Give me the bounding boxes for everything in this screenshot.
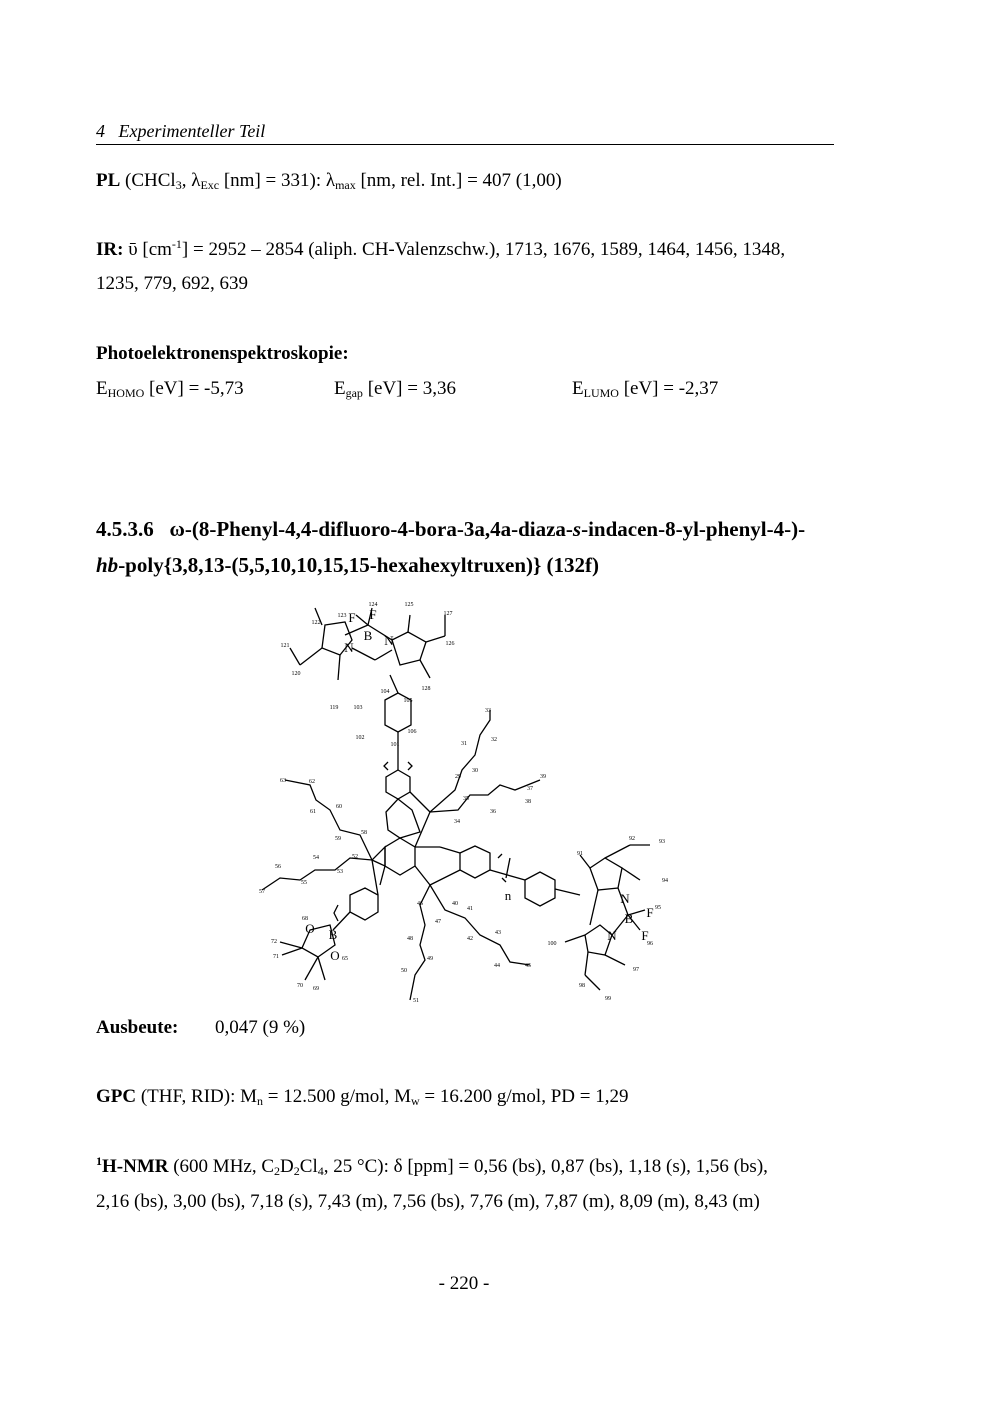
ir-line-1: IR: ῡ $[cm^{-1}] = 2952 - 2854$ (aliph. CH-Valenzschw.), 1713, 1676, 1589, 1464, 1456, 1348, (96, 237, 786, 260)
svg-text:101: 101 (390, 742, 400, 748)
running-header (96, 120, 834, 145)
svg-text:97: 97 (633, 967, 639, 973)
svg-text:63: 63 (280, 778, 286, 784)
top-ring (386, 770, 410, 799)
svg-text:119: 119 (329, 705, 339, 711)
svg-text:124: 124 (368, 602, 378, 608)
atom-N-right-lower: N (607, 928, 617, 943)
left-ring (350, 888, 378, 920)
svg-text:92: 92 (629, 836, 635, 842)
svg-text:68: 68 (302, 916, 308, 922)
svg-text:41: 41 (467, 906, 473, 912)
svg-text:52: 52 (352, 854, 358, 860)
svg-text:45: 45 (525, 963, 531, 969)
svg-text:120: 120 (291, 671, 301, 677)
svg-text:54: 54 (313, 855, 319, 861)
svg-text:95: 95 (655, 905, 661, 911)
atom-B-top: B (363, 628, 373, 643)
svg-text:65: 65 (342, 956, 348, 962)
svg-text:93: 93 (659, 839, 665, 845)
svg-text:61: 61 (310, 809, 316, 815)
svg-text:57: 57 (259, 889, 265, 895)
svg-text:48: 48 (407, 936, 413, 942)
svg-text:40: 40 (452, 901, 458, 907)
svg-text:128: 128 (421, 686, 431, 692)
svg-text:70: 70 (297, 983, 303, 989)
yield-label: Ausbeute: (96, 1017, 179, 1038)
svg-text:59: 59 (335, 836, 341, 842)
svg-text:47: 47 (435, 919, 441, 925)
atom-N-right-upper: N (620, 891, 630, 906)
pes-heading: Photoelektronenspektroskopie: (96, 343, 349, 364)
central-ring (385, 838, 415, 875)
yield-value: 0,047 (9 %) (215, 1017, 306, 1038)
chemical-structure-figure (259, 598, 680, 1010)
svg-text:96: 96 (647, 941, 653, 947)
svg-text:50: 50 (401, 968, 407, 974)
svg-text:35: 35 (463, 796, 469, 802)
phenyl-right (525, 872, 555, 906)
svg-text:123: 123 (337, 613, 347, 619)
svg-text:106: 106 (407, 729, 417, 735)
svg-text:36: 36 (490, 809, 496, 815)
right-ring (460, 846, 490, 878)
pl-line: PL (CHCl$_3$, $\lambda_{Exc}$ [nm] = 331): $\lambda_{max}$ [nm, rel. Int.] = 407 (1,00) (96, 170, 562, 192)
atom-B-pinacol: B (328, 927, 338, 942)
svg-text:127: 127 (443, 611, 453, 617)
svg-text:39: 39 (540, 774, 546, 780)
svg-text:49: 49 (427, 956, 433, 962)
page-number: - 220 - (438, 1273, 490, 1294)
svg-text:105: 105 (403, 698, 413, 704)
svg-text:98: 98 (579, 983, 585, 989)
svg-text:44: 44 (494, 963, 500, 969)
svg-text:29: 29 (455, 774, 461, 780)
svg-text:46: 46 (417, 901, 423, 907)
svg-text:33: 33 (485, 708, 491, 714)
nmr-line-2: 2,16 (bs), 3,00 (bs), 7,18 (s), 7,43 (m), 7,56 (bs), 7,76 (m), 7,87 (m), 8,09 (m), 8,43 (m) (96, 1191, 760, 1212)
svg-text:91: 91 (577, 851, 583, 857)
svg-text:94: 94 (662, 878, 668, 884)
bodipy-right-upper-ring (590, 858, 622, 890)
svg-text:37: 37 (527, 786, 533, 792)
repeat-unit-n: n (504, 888, 512, 903)
svg-text:122: 122 (311, 620, 321, 626)
svg-text:60: 60 (336, 804, 342, 810)
gpc-line: GPC (THF, RID): $M_n = 12.500$ g/mol, $M_w = 16.200$ g/mol, PD = 1,29 (96, 1086, 629, 1108)
svg-text:31: 31 (461, 741, 467, 747)
nmr-line-1: $^1$H-NMR (600 MHz, $C_2D_2Cl_4$, 25 °C): δ [ppm] = 0,56 (bs), 0,87 (bs), 1,18 (s), 1,56 (bs), (96, 1154, 768, 1178)
svg-text:72: 72 (271, 939, 277, 945)
atom-F-right-2: F (641, 928, 649, 943)
svg-text:103: 103 (353, 705, 363, 711)
nmr-label: H-NMR (102, 1156, 169, 1177)
svg-text:53: 53 (337, 869, 343, 875)
section-heading-line-2: hb-poly{3,8,13-(5,5,10,10,15,15-hexahexyltruxen)} (132f) (96, 553, 600, 577)
bodipy-top-right-ring (392, 632, 426, 665)
svg-text:102: 102 (355, 735, 365, 741)
section-number: 4.5.3.6 (96, 517, 154, 541)
svg-text:56: 56 (275, 864, 281, 870)
svg-text:71: 71 (273, 954, 279, 960)
section-heading-line-1: 4.5.3.6 ω-(8-Phenyl-4,4-difluoro-4-bora-3a,4a-diaza-s-indacen-8-yl-phenyl-4-)- (96, 517, 806, 541)
atom-O-pinacol-1: O (305, 921, 315, 936)
svg-text:100: 100 (547, 941, 557, 947)
svg-text:38: 38 (525, 799, 531, 805)
yield-line (96, 1016, 178, 1040)
svg-text:51: 51 (413, 998, 419, 1004)
svg-text:69: 69 (313, 986, 319, 992)
pl-label: PL (96, 170, 121, 191)
atom-F-right-1: F (646, 905, 654, 920)
svg-text:125: 125 (404, 602, 414, 608)
atom-F-top-2: F (369, 607, 377, 622)
svg-text:58: 58 (361, 830, 367, 836)
atom-F-top-1: F (348, 610, 356, 625)
pes-homo: $E_{HOMO}$ [eV] = -5,73 (96, 378, 244, 400)
svg-text:99: 99 (605, 996, 611, 1002)
gpc-label: GPC (96, 1086, 137, 1107)
svg-text:34: 34 (454, 819, 460, 825)
svg-text:55: 55 (301, 880, 307, 886)
pes-gap: $E_{gap}$ [eV] = 3,36 (334, 378, 456, 400)
atom-O-pinacol-2: O (330, 948, 340, 963)
svg-text:62: 62 (309, 779, 315, 785)
ir-line-2: 1235, 779, 692, 639 (96, 273, 248, 294)
svg-text:42: 42 (467, 936, 473, 942)
svg-text:43: 43 (495, 930, 501, 936)
svg-text:30: 30 (472, 768, 478, 774)
svg-text:121: 121 (280, 643, 290, 649)
atom-N-top-left: N (344, 640, 354, 655)
chapter-title: 4 Experimenteller Teil (96, 121, 266, 141)
atom-B-right: B (624, 911, 634, 926)
atom-N-top-right: N (384, 633, 394, 648)
svg-text:32: 32 (491, 737, 497, 743)
svg-text:104: 104 (380, 689, 390, 695)
ir-label: IR: (96, 239, 124, 260)
svg-text:126: 126 (445, 641, 455, 647)
pes-lumo: $E_{LUMO}$ [eV] = -2,37 (572, 378, 719, 400)
